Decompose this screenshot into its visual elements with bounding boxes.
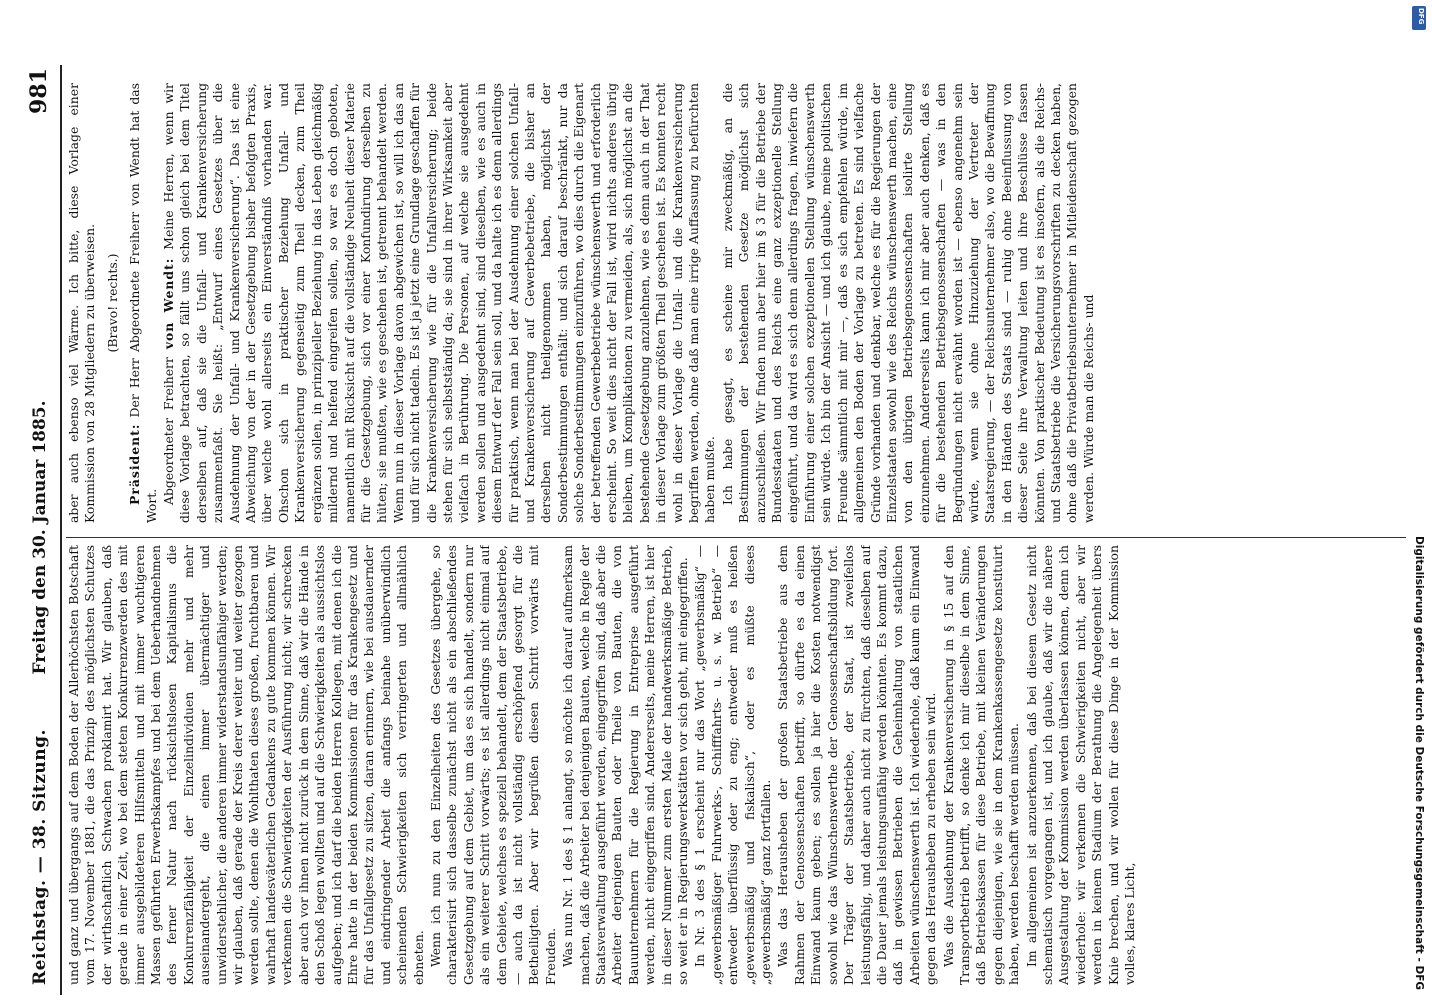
paragraph: Was nun Nr. 1 des § 1 anlangt, so möchte ich darauf aufmerksam machen, daß die Arbeiter bei denjenigen Bauten, welche in Regie der Staatsverwaltung ausgeführt werden, eingegriffen sind, daß aber die Arbeiter derjenigen Bauten oder Theile von Bauten, die von Bauunternehmern für die Regierung in Entreprise ausgeführt werden, nicht eingegriffen sind. Andererseits, meine Herren, ist hier in dieser Nummer zum ersten Male der handwerksmäßige Betrieb, so weit er in Regierungswerkstätten vor sich geht, mit eingegriffen. <box>560 545 691 985</box>
header-rule <box>60 65 62 995</box>
paragraph: Wenn ich nun zu den Einzelheiten des Gesetzes übergehe, so charakterisirt sich dasselbe zunächst nicht als ein abschließendes Gesetzgebung auf dem Gebiet, um das es sich handelt, sondern nur als ein weiterer Schritt vorwärts; es ist allerdings nicht einmal auf dem Gebiete, welches es speziell behandelt, dem der Staatsbetriebe, — auch da ist nicht vollständig erschöpfend gesorgt für die Betheiligten. Aber wir begrüßen diesen Schritt vorwärts mit Freuden. <box>427 545 558 985</box>
rotated-text-block <box>26 60 1416 1000</box>
page-number: 981 <box>26 68 52 114</box>
header-date: Freitag den 30. Januar 1885. <box>30 400 50 675</box>
president-text: Der Herr Abgeordnete Freiherr von Wendt hat das Wort. <box>127 83 159 523</box>
paragraph: Meine Herren, wenn wir diese Vorlage betrachten, so fällt uns schon gleich bei dem Titel derselben auf, daß sie die Unfall- und Krankenversicherung zusammenfaßt. Sie heißt: „Entwurf eines Gesetzes über die Ausdehnung der Unfall- und Krankenversicherung“. Das ist eine Abweichung von der in der Gesetzgebung bisher befolgten Praxis, über welche wohl allerseits ein Einverständniß vorhanden war. Ohschon sich in praktischer Beziehung Unfall- und Krankenversicherung gegenseitig zum Theil decken, zum Theil ergänzen sollen, in prinzipieller Beziehung in das Leben gleichmäßig mildernd und helfend eingreifen sollen, so war es doch geboten, namentlich mit Rücksicht auf die vollständige Neuheit dieser Materie für die Gesetzgebung, sich vor einer Konfundirung derselben zu hüten; sie mußten, wie es geschehen ist, getrennt behandelt werden. Wenn nun in dieser Vorlage davon abgewichen ist, so will ich das an und für sich nicht tadeln. Es ist ja jetzt eine Grundlage geschaffen für die Krankenversicherung wie für die Unfallversicherung; beide stehen für sich selbstständig da; sie sind in ihrer Wirksamkeit aber vielfach in Berührung. Die Personen, auf welche sie ausgedehnt werden sollen und ausgedehnt sind, sind dieselben, wie es auch in diesem Entwurf der Fall sein soll, und da halte ich es denn allerdings für praktisch, wenn man bei der Ausdehnung einer solchen Unfall- und Krankenversicherung auf Gewerbebetriebe, die bisher an derselben nicht theilgenommen haben, möglichst der Sonderbestimmungen enthält: und sich darauf beschränkt, nur da solche Sonderbestimmungen einzuführen, wo dies durch die Eigenart der betreffenden Gewerbebetriebe wünschenswerth und erforderlich erscheint. So weit dies nicht der Fall ist, wird nichts anderes übrig bleiben, um Komplikationen zu vermeiden, als, sich möglichst an die bestehende Gesetzgebung anzulehnen, wie es denn auch in der That in dieser Vorlage zum größten Theil geschehen ist. Es konnten recht wohl in dieser Vorlage die Unfall- und die Krankenversicherung begriffen werden, ohne daß man eine irrige Auffassung zu befürchten haben mußte. <box>161 83 718 523</box>
left-column <box>66 545 1406 985</box>
right-column <box>66 83 1406 523</box>
president-remark <box>127 83 160 523</box>
paragraph: Ich habe gesagt, es scheine mir zweckmäßig, an die Bestimmungen der bestehenden Gesetze möglichst sich anzuschließen. Wir finden nun aber hier im § 3 für die Betriebe der Bundesstaaten und des Reichs eine ganz exzeptionelle Stellung eingeführt, und da wird es sich denn allerdings fragen, inwiefern die Einführung einer solchen exzeptionellen Stellung wünschenswerth sein würde. Ich bin der Ansicht — und ich glaube, meine politischen Freunde sämmtlich mit mir —, daß es sich empfehlen würde, im allgemeinen den Boden der Vorlage zu betreten. Es sind vielfache Gründe vorhanden und denkbar, welche es für die Regierungen der Einzelstaaten sowohl wie des Reichs wünschenswerth machen, eine von den übrigen Betriebsgenossenschaften isolirte Stellung einzunehmen. Andererseits kann ich mir aber auch denken, daß es für die bestehenden Betriebsgenossenschaften — was in den Begründungen nicht erwähnt worden ist — ebenso angenehm sein würde, wenn sie ohne Hinzuziehung der Vertreter der Staatsregierung, — der Reichsunternehmer also, wo die Bewaffnung in den Händen des Staats sind — ruhig ohne Beeinflussung von dieser Seite ihre Verwaltung leiten und ihre Beschlüsse fassen könnten. Von praktischer Bedeutung ist es insofern, als die Reichs- und Staatsbetriebe die Versicherungsvorschriften zu decken haben, ohne daß die Privatbetriebsunternehmer in Mitleidenschaft gezogen werden. Würde man die Reichs- und <box>719 83 1096 523</box>
applause-note: (Bravo! rechts.) <box>104 253 120 353</box>
column-divider <box>66 537 1406 538</box>
paragraph: und ganz und übergangs auf dem Boden der Allerhöchsten Botschaft vom 17. November 1881, die das Prinzip des möglichsten Schutzes der wirthschaftlich Schwachen proklamirt hat. Wir glauben, daß gerade in einer Zeit, wo bei dem steten Konkurrenzwerden des mit immer ausgebildeteren Hilfsmitteln und mit immer wuchtigeren Massen geführten Erwerbskampfes und bei dem Ueberhandnehmen des ferner Natur nach rücksichtslosen Kapitalismus die Konkurrenzfähigkeit der Einzelindividuen mehr und mehr auseinandergeht, die einen immer übermächtiger und unwiderstehlicher, die anderen immer widerstandsunfähiger werden; wir glauben, daß gerade der Kreis derer weiter und weiter gezogen werden sollte, denen die Wohlthaten dieses großen, fruchtbaren und wahrhaft landesväterlichen Gedankens zu gute kommen können. Wir verkennen die Schwierigkeiten der Ausführung nicht; wir schrecken aber auch vor ihnen nicht zurück in dem Sinne, daß wir die Hände in den Schoß legen wollten und auf die Schwierigkeiten als aussichtslos aufgeben; und ich darf die beiden Herren Kollegen, mit denen ich die Ehre hatte in der beiden Kommissionen für das Krankengesetz und für das Unfallgesetz zu sitzen, daran erinnern, wie bei ausdauernder und eindringender Arbeit die anfangs beinahe unüberwindlich scheinenden Schwierigkeiten sich verringerten und allmählich ebneten. <box>66 545 426 985</box>
digitization-note-text: Digitalisierung gefördert durch die Deutsche Forschungsgemeinschaft - DFG <box>1413 536 1425 990</box>
speaker-intro <box>161 83 719 523</box>
paragraph: Was die Ausdehnung der Krankenversicherung in § 15 auf den Transportbetrieb betrifft, so denke ich mir dieselbe in dem Sinne, daß Betriebskassen für diese Betriebe, mit kleinen Veränderungen gegen diejenigen, wie sie in dem Krankenkassengesetze konstituirt haben, werden beschafft werden müssen. <box>940 545 1022 985</box>
paragraph: aber auch ebenso viel Wärme. Ich bitte, diese Vorlage einer Kommission von 28 Mitgliedern zu überweisen. <box>66 83 98 523</box>
paragraph: Im allgemeinen ist anzuerkennen, daß bei diesem Gesetz nicht schematisch vorgegangen ist, und ich glaube, daß wir die nähere Ausgestaltung der Kommission werden überlassen können, denn ich wiederhole: wir verkennen die Schwierigkeiten nicht, aber wir werden in keinem Stadium der Berathung die Angelegenheit übers Knie brechen, und wir wollen für diese Dinge in der Kommission volles, klares Licht, <box>1023 545 1137 985</box>
digitization-note <box>1405 10 1429 990</box>
dfg-logo-text: DFG <box>1417 8 1425 25</box>
page-header <box>26 60 56 1000</box>
paragraph: Was das Herausheben der großen Staatsbetriebe aus dem Rahmen der Genossenschaften betrifft, so dürfte es da einen Einwand kaum geben; es sollen ja hier die Kosten notwendigst sowohl wie das Wünschenswerthe der Genossenschaftsbildung fort. Der Träger der Staatsbetriebe, der Staat, ist zweifellos leistungsfähig, und daher auch nicht zu fürchten, daß dieselben auf die Dauer jemals leistungsunfähig werden könnten. Es kommt dazu, daß in gewissen Betrieben die Geheimhaltung von staatlichen Arbeiten wünschenswerth ist. Ich wiederhole, daß kaum ein Einwand gegen das Herausheben zu erheben sein wird. <box>775 545 939 985</box>
president-label: Präsident: <box>127 423 143 505</box>
header-left: Reichstag. — 38. Sitzung. <box>30 729 50 985</box>
speaker-title: Abgeordneter Freiherr <box>161 357 177 505</box>
speaker-name: von Wendt: <box>161 257 177 350</box>
paragraph: In Nr. 3 des § 1 erscheint nur das Wort „gewerbsmäßig“ — „gewerbsmäßiger Fuhrwerks-, Schifffahrts- u. s. w. Betrieb“ — entweder überflüssig oder zu eng; entweder muß es heißen „gewerbsmäßig und fiskalisch“, oder es müßte dieses „gewerbsmäßig“ ganz fortfallen. <box>692 545 774 985</box>
